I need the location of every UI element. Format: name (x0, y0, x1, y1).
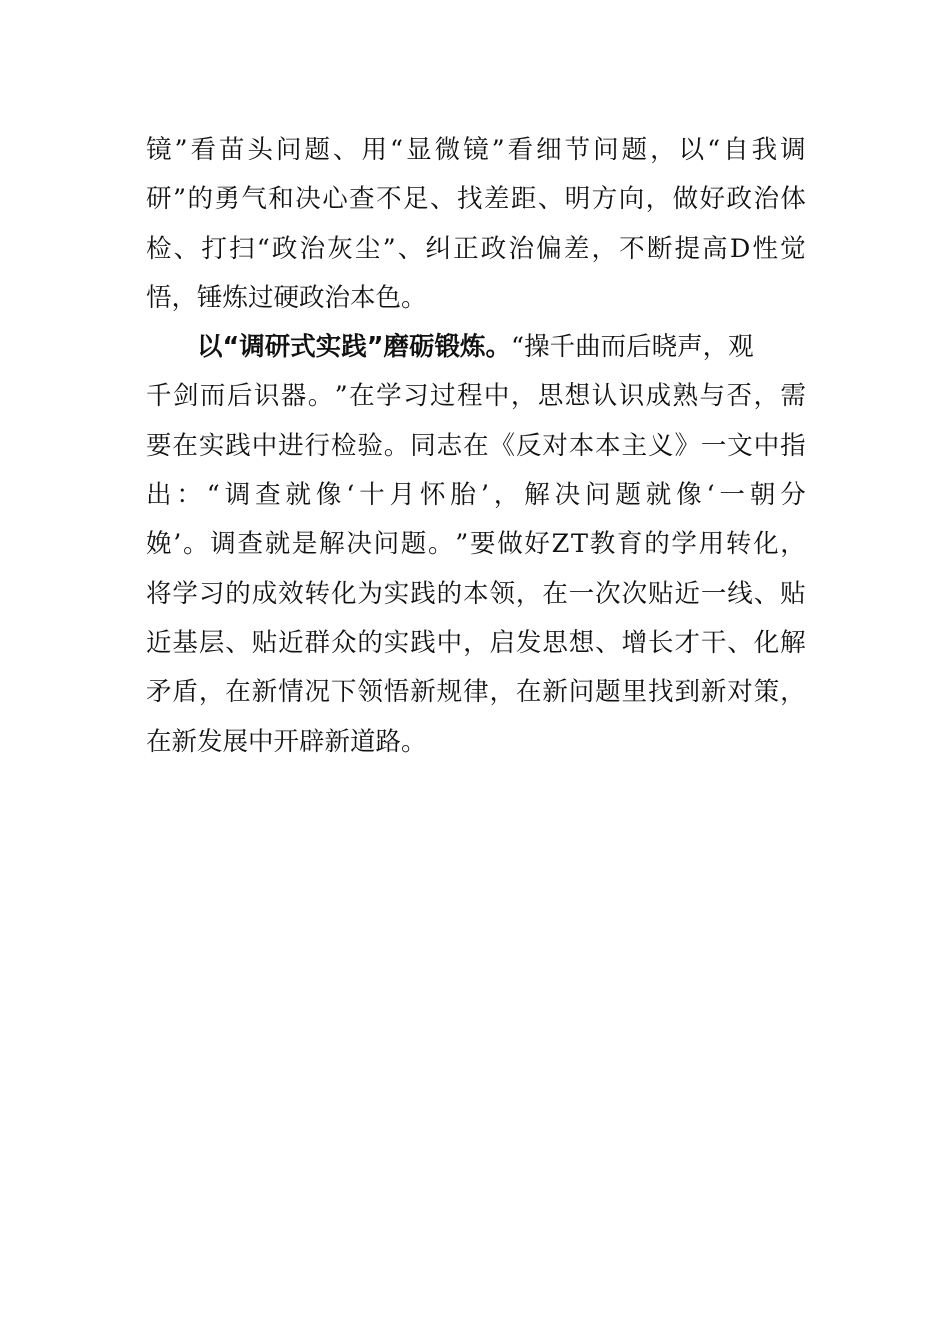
glyph: ， (591, 233, 617, 264)
glyph: 好 (699, 184, 726, 215)
glyph: 节 (564, 135, 591, 165)
glyph: 勇 (214, 184, 240, 215)
glyph: 指 (780, 430, 806, 461)
glyph: 的 (436, 578, 463, 609)
glyph: 调 (210, 529, 236, 560)
glyph: 镜 (463, 135, 489, 165)
glyph: ’ (173, 529, 182, 560)
glyph: 将 (146, 578, 172, 609)
glyph: ， (489, 677, 515, 708)
glyph: 验 (357, 430, 383, 461)
glyph: 政 (480, 233, 507, 264)
glyph: 熟 (672, 381, 699, 412)
glyph: 认 (591, 381, 618, 412)
glyph: 次 (621, 578, 648, 609)
glyph: 化 (753, 529, 779, 560)
glyph: 高 (702, 233, 728, 264)
glyph: 以 (678, 135, 705, 165)
glyph: 中 (436, 627, 463, 658)
paragraph-1-line-2 (146, 175, 806, 224)
glyph: 习 (403, 381, 429, 412)
glyph: 不 (619, 233, 645, 264)
glyph: 距 (510, 184, 537, 215)
glyph: 程 (456, 381, 483, 412)
glyph: 情 (278, 677, 304, 708)
glyph: 看 (507, 135, 534, 165)
glyph: 不 (376, 184, 402, 215)
glyph: 问 (593, 135, 619, 165)
glyph: 题 (400, 529, 427, 560)
glyph: 践 (225, 430, 251, 461)
glyph: 的 (225, 578, 251, 609)
glyph: 问 (584, 480, 611, 511)
glyph: 和 (268, 184, 294, 215)
glyph: 在 (542, 578, 568, 609)
paragraph-2-line-2 (146, 372, 806, 421)
glyph: 本 (463, 578, 489, 609)
glyph: 出 (146, 480, 172, 511)
glyph: 一 (700, 578, 727, 609)
glyph: 断 (646, 233, 673, 264)
glyph: 对 (542, 430, 568, 461)
glyph: 觉 (780, 233, 806, 264)
glyph: 治 (299, 233, 326, 264)
glyph: ” (491, 135, 505, 165)
glyph: 的 (644, 529, 670, 560)
glyph: 矛 (146, 677, 172, 708)
glyph: 镜 (146, 135, 172, 165)
glyph: 新 (251, 677, 278, 708)
glyph: “ (256, 233, 270, 264)
glyph: 研 (146, 184, 172, 215)
glyph: 新 (700, 677, 727, 708)
glyph: 过 (430, 381, 456, 412)
paragraph-2-line-6 (146, 570, 806, 619)
glyph: 娩 (146, 529, 172, 560)
glyph: 、 (537, 184, 564, 215)
glyph: 治 (508, 233, 534, 264)
glyph: 转 (304, 578, 331, 609)
glyph: 决 (295, 184, 321, 215)
glyph: 习 (198, 578, 225, 609)
glyph: T (571, 529, 589, 560)
glyph: ‘ (706, 480, 715, 511)
glyph: 苗 (219, 135, 245, 165)
glyph: Z (551, 529, 570, 560)
glyph: 差 (563, 233, 590, 264)
glyph: 剑 (172, 381, 199, 412)
paragraph-2-line-1 (146, 323, 806, 372)
glyph: 十 (359, 480, 385, 511)
document-body (146, 126, 806, 767)
glyph: 义 (648, 430, 674, 461)
glyph: 就 (264, 529, 291, 560)
glyph: 、 (727, 627, 753, 658)
glyph: 众 (330, 627, 357, 658)
glyph: 。 (428, 529, 454, 560)
glyph: 化 (330, 578, 357, 609)
glyph: 调 (224, 480, 251, 511)
glyph: 才 (674, 627, 700, 658)
glyph: 成 (645, 381, 672, 412)
glyph: 问 (373, 529, 400, 560)
glyph: 思 (537, 381, 564, 412)
glyph: 践 (410, 627, 436, 658)
glyph: 中 (483, 381, 510, 412)
glyph: 新 (542, 677, 568, 708)
glyph: 、 (397, 233, 424, 264)
text-line: “操千曲而后晓声，观 (511, 332, 754, 363)
glyph: 。 (307, 381, 334, 412)
glyph: 中 (753, 430, 780, 461)
glyph: “ (206, 480, 220, 511)
glyph: 与 (699, 381, 726, 412)
glyph: 》 (674, 430, 700, 461)
glyph: 学 (376, 381, 402, 412)
glyph: “ (390, 135, 404, 165)
glyph: 尘 (354, 233, 381, 264)
glyph: 在 (463, 430, 489, 461)
glyph: 发 (515, 627, 542, 658)
glyph: 好 (524, 529, 550, 560)
glyph: 转 (725, 529, 752, 560)
glyph: 悟 (383, 677, 410, 708)
glyph: 领 (489, 578, 515, 609)
glyph: 决 (346, 529, 372, 560)
glyph: 思 (542, 627, 568, 658)
glyph: 行 (304, 430, 331, 461)
glyph: 差 (483, 184, 510, 215)
glyph: ， (645, 184, 672, 215)
glyph: ” (382, 233, 396, 264)
glyph: 学 (671, 529, 697, 560)
glyph: 线 (727, 578, 753, 609)
glyph: ， (463, 627, 489, 658)
glyph: 本 (568, 430, 595, 461)
glyph: 治 (753, 184, 779, 215)
glyph: 怀 (420, 480, 446, 511)
glyph: 的 (187, 184, 213, 215)
glyph: 增 (621, 627, 648, 658)
glyph: 干 (700, 627, 727, 658)
glyph: 文 (727, 430, 753, 461)
glyph: 律 (463, 677, 489, 708)
glyph: ‘ (346, 480, 355, 511)
glyph: 基 (172, 627, 198, 658)
glyph: 做 (497, 529, 523, 560)
glyph: 中 (251, 430, 278, 461)
glyph: 进 (278, 430, 304, 461)
glyph: 一 (568, 578, 595, 609)
glyph: 想 (568, 627, 595, 658)
glyph: 体 (780, 184, 806, 215)
glyph: 、 (333, 135, 359, 165)
glyph: 胎 (450, 480, 476, 511)
paragraph-2-line-7 (146, 619, 806, 668)
glyph: 。 (183, 529, 209, 560)
glyph: 在 (225, 677, 251, 708)
glyph: ， (780, 677, 806, 708)
glyph: 要 (469, 529, 496, 560)
glyph: 问 (276, 135, 302, 165)
glyph: 题 (304, 135, 331, 165)
glyph: 贴 (780, 578, 806, 609)
glyph: 成 (251, 578, 278, 609)
glyph: 题 (621, 135, 648, 165)
glyph: 解 (780, 627, 806, 658)
paragraph-2-line-4 (146, 471, 806, 520)
glyph: ” (174, 135, 188, 165)
glyph: 细 (536, 135, 562, 165)
glyph: 扫 (229, 233, 255, 264)
glyph: 查 (237, 529, 263, 560)
glyph: 规 (436, 677, 463, 708)
glyph: 想 (564, 381, 591, 412)
glyph: 就 (285, 480, 311, 511)
glyph: 朝 (749, 480, 776, 511)
glyph: 志 (436, 430, 463, 461)
glyph: 月 (389, 480, 416, 511)
glyph: 下 (330, 677, 357, 708)
glyph: 践 (410, 578, 436, 609)
glyph: 后 (226, 381, 253, 412)
glyph: “ (707, 135, 721, 165)
glyph: 提 (674, 233, 701, 264)
glyph: 长 (648, 627, 674, 658)
glyph: 实 (383, 627, 410, 658)
glyph: ， (198, 677, 225, 708)
glyph: 况 (304, 677, 331, 708)
paragraph-1-line-4 (146, 274, 806, 323)
glyph: 为 (357, 578, 383, 609)
glyph: 育 (616, 529, 643, 560)
glyph: 就 (645, 480, 672, 511)
glyph: 化 (753, 627, 780, 658)
glyph: 、 (753, 578, 780, 609)
glyph: 群 (304, 627, 331, 658)
glyph: 识 (253, 381, 280, 412)
glyph: 打 (201, 233, 227, 264)
text-line: 在新发展中开辟新道路。 (146, 726, 427, 757)
glyph: 、 (430, 184, 456, 215)
glyph: 查 (255, 480, 281, 511)
glyph: 实 (383, 578, 410, 609)
glyph: 对 (727, 677, 753, 708)
paragraph-2-line-8 (146, 668, 806, 717)
glyph: 用 (361, 135, 388, 165)
glyph: 千 (146, 381, 172, 412)
glyph: 微 (434, 135, 461, 165)
glyph: 检 (146, 233, 172, 264)
glyph: 效 (278, 578, 304, 609)
glyph: 、 (595, 627, 621, 658)
glyph: 显 (406, 135, 432, 165)
glyph: 主 (621, 430, 648, 461)
glyph: 贴 (648, 578, 674, 609)
glyph: ’ (480, 480, 489, 511)
glyph: 自 (723, 135, 749, 165)
glyph: ， (510, 381, 537, 412)
glyph: 做 (672, 184, 699, 215)
glyph: 向 (618, 184, 645, 215)
glyph: 我 (751, 135, 778, 165)
glyph: 本 (595, 430, 621, 461)
glyph: 盾 (172, 677, 198, 708)
glyph: 灰 (327, 233, 353, 264)
glyph: 决 (554, 480, 581, 511)
glyph: 新 (410, 677, 436, 708)
text-line: 悟，锤炼过硬政治本色。 (146, 282, 427, 313)
glyph: 层 (198, 627, 225, 658)
glyph: 近 (278, 627, 304, 658)
glyph: 偏 (536, 233, 562, 264)
glyph: 策 (753, 677, 780, 708)
glyph: ， (753, 381, 779, 412)
glyph: 教 (589, 529, 616, 560)
glyph: ： (176, 480, 202, 511)
glyph: ， (515, 578, 542, 609)
glyph: 头 (247, 135, 274, 165)
glyph: 查 (349, 184, 375, 215)
glyph: 方 (591, 184, 618, 215)
glyph: 在 (349, 381, 375, 412)
glyph: ” (334, 381, 348, 412)
glyph: 性 (752, 233, 778, 264)
glyph: 贴 (251, 627, 278, 658)
glyph: 启 (489, 627, 515, 658)
glyph: 需 (780, 381, 806, 412)
paragraph-2-line-3 (146, 422, 806, 471)
glyph: 气 (241, 184, 267, 215)
glyph: 找 (456, 184, 483, 215)
glyph: 心 (322, 184, 348, 215)
glyph: 解 (319, 529, 345, 560)
glyph: 而 (199, 381, 226, 412)
glyph: 像 (315, 480, 342, 511)
glyph: 。 (383, 430, 410, 461)
glyph: 像 (676, 480, 702, 511)
glyph: 近 (146, 627, 172, 658)
glyph: 政 (271, 233, 298, 264)
glyph: 正 (453, 233, 479, 264)
glyph: ， (780, 529, 806, 560)
glyph: 要 (146, 430, 172, 461)
paragraph-2-line-5 (146, 520, 806, 569)
glyph: 看 (190, 135, 217, 165)
glyph: 纠 (425, 233, 451, 264)
glyph: 到 (674, 677, 700, 708)
glyph: 同 (410, 430, 436, 461)
glyph: 近 (674, 578, 700, 609)
glyph: ” (172, 184, 186, 215)
glyph: 足 (403, 184, 429, 215)
glyph: 领 (357, 677, 383, 708)
glyph: 一 (719, 480, 746, 511)
glyph: 调 (780, 135, 806, 165)
glyph: 政 (726, 184, 753, 215)
glyph: 找 (648, 677, 674, 708)
glyph: 用 (698, 529, 725, 560)
glyph: 反 (515, 430, 542, 461)
glyph: 、 (225, 627, 251, 658)
glyph: 的 (357, 627, 383, 658)
glyph: 解 (524, 480, 550, 511)
glyph: 识 (618, 381, 645, 412)
paragraph-1-line-3 (146, 225, 806, 274)
glyph: ， (650, 135, 676, 165)
glyph: 题 (595, 677, 621, 708)
glyph: 分 (780, 480, 806, 511)
glyph: 在 (172, 430, 198, 461)
glyph: 检 (330, 430, 357, 461)
glyph: 题 (615, 480, 641, 511)
glyph: 次 (595, 578, 621, 609)
paragraph-2-line-9 (146, 718, 806, 767)
glyph: 是 (291, 529, 318, 560)
glyph: 、 (173, 233, 200, 264)
glyph: ” (455, 529, 469, 560)
glyph: 《 (489, 430, 515, 461)
glyph: D (729, 233, 751, 264)
glyph: ， (493, 480, 520, 511)
glyph: 器 (280, 381, 307, 412)
paragraph-heading: 以“调研式实践”磨砺锻炼。 (197, 332, 512, 363)
glyph: 明 (564, 184, 591, 215)
glyph: 学 (172, 578, 198, 609)
glyph: 问 (568, 677, 595, 708)
paragraph-1-line-1 (146, 126, 806, 175)
glyph: 里 (621, 677, 648, 708)
glyph: 在 (515, 677, 542, 708)
glyph: 实 (198, 430, 225, 461)
glyph: 否 (726, 381, 753, 412)
glyph: 一 (700, 430, 727, 461)
